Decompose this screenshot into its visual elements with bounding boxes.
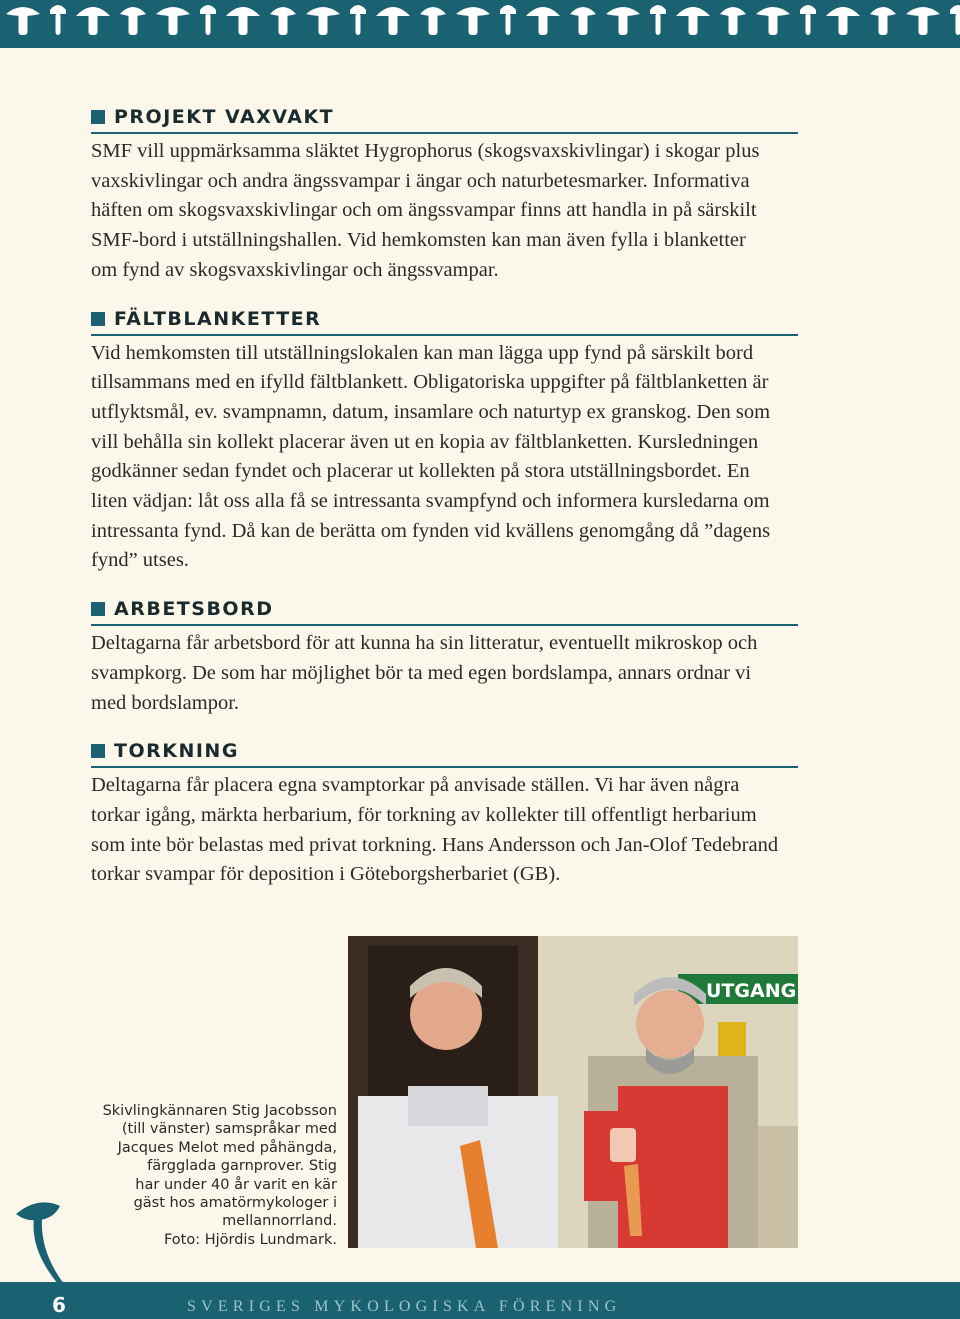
mushroom-silhouette-icon [906,7,940,35]
section-heading [91,106,798,134]
mushroom-silhouette-icon [376,7,410,35]
photo-illustration [348,936,798,1248]
paragraph-line: SMF-bord i utställningshallen. Vid hemkomsten kan man även fylla i blanketter [91,229,746,252]
section-paragraph [91,771,798,890]
caption-line: mellannorrland. [222,1213,337,1230]
mushroom-silhouette-icon [200,5,216,35]
mushroom-silhouette-icon [500,5,516,35]
paragraph-line: svampkorg. De som har möjlighet bör ta med egen bordslampa, annars ordnar vi [91,661,752,684]
paragraph-line: torkar svampar för deposition i Göteborgsherbariet (GB). [91,863,561,886]
paragraph-line: liten vädjan: låt oss alla få se intressanta svampfynd och informera kursledarna om [91,490,770,513]
mushroom-silhouette-icon [6,7,40,35]
section-arbetsbord [91,598,798,718]
mushroom-silhouette-icon [606,7,640,35]
section-projekt-vaxvakt [91,106,798,286]
mushroom-silhouette-icon [120,7,146,35]
photo-caption [92,1102,337,1249]
mushroom-silhouette-icon [50,5,66,35]
mushroom-silhouette-icon [950,5,960,35]
paragraph-line: med bordslampor. [91,691,240,714]
paragraph-line: Deltagarna får placera egna svamptorkar på anvisade ställen. Vi har även några [91,774,740,797]
paragraph-line: godkänner sedan fyndet och placerar ut kollekten på stora utställningsbordet. En [91,460,750,483]
caption-credit: Foto: Hjördis Lundmark. [163,1231,337,1248]
mushroom-silhouette-icon [570,7,596,35]
paragraph-line: tillsammans med en ifylld fältblankett. Obligatoriska uppgifter på fältblanketten är [91,371,769,394]
section-paragraph [91,137,798,286]
paragraph-line: om fynd av skogsvaxskivlingar och ängssvampar. [91,258,499,281]
mushroom-silhouette-icon [800,5,816,35]
footer-title: SVERIGES MYKOLOGISKA FÖRENING [187,1298,622,1315]
page-number: 6 [52,1293,66,1317]
article-body [91,106,798,912]
section-paragraph [91,339,798,577]
mushroom-silhouette-icon [870,7,896,35]
paragraph-line: häften om skogsvaxskivlingar och om ängssvampar finns att handla in på särskilt [91,199,757,222]
heading-bullet-icon [91,602,105,616]
mushroom-silhouette-icon [676,7,710,35]
heading-bullet-icon [91,110,105,124]
mushroom-silhouette-icon [826,7,860,35]
section-heading [91,598,798,626]
section-heading-label: ARBETSBORD [114,598,274,621]
heading-bullet-icon [91,312,105,326]
section-heading-label: PROJEKT VAXVAKT [114,106,335,128]
event-photo [348,936,798,1248]
section-paragraph [91,629,798,718]
caption-line: gäst hos amatörmykologer i [133,1195,337,1212]
mushroom-decoration-icon [14,1200,74,1289]
paragraph-line: vaxskivlingar och andra ängssvampar i ängar och naturbetesmarker. Informativa [91,169,750,192]
paragraph-line: Deltagarna får arbetsbord för att kunna ha sin litteratur, eventuellt mikroskop och [91,632,758,655]
section-torkning [91,740,798,890]
paragraph-line: vill behålla sin kollekt placerar även ut en kopia av fältblanketten. Kursledningen [91,430,759,453]
caption-line: har under 40 år varit en kär [135,1176,337,1193]
mushroom-silhouette-icon [156,7,190,35]
paragraph-line: SMF vill uppmärksamma släktet Hygrophorus (skogsvaxskivlingar) i skogar plus [91,140,760,162]
caption-line: (till vänster) samspråkar med [121,1121,337,1138]
mushroom-silhouette-icon [756,7,790,35]
section-heading [91,740,798,768]
mushroom-silhouette-icon [76,7,110,35]
mushroom-silhouette-icon [306,7,340,35]
section-heading-label: TORKNING [114,740,239,763]
mushroom-banner [0,0,960,48]
paragraph-line: som inte bör belastas med privat torkning. Hans Andersson och Jan-Olof Tedebrand [91,833,779,856]
mushroom-pattern-icon [0,0,960,48]
mushroom-silhouette-icon [420,7,446,35]
exit-sign-text: UTGANG [706,980,797,1002]
mushroom-silhouette-icon [650,5,666,35]
paragraph-line: Vid hemkomsten till utställningslokalen kan man lägga upp fynd på särskilt bord [91,341,754,364]
caption-line: färgglada garnprover. Stig [147,1158,337,1175]
section-heading-label: FÄLTBLANKETTER [114,307,322,330]
paragraph-line: intressanta fynd. Då kan de berätta om fynden vid kvällens genomgång då ”dagens [91,519,771,542]
paragraph-line: utflyktsmål, ev. svampnamn, datum, insamlare och naturtyp ex granskog. Den som [91,400,771,423]
mushroom-silhouette-icon [226,7,260,35]
paragraph-line: torkar igång, märkta herbarium, för torkning av kollekter till offentligt herbarium [91,803,757,826]
mushroom-silhouette-icon [526,7,560,35]
heading-bullet-icon [91,744,105,758]
section-heading [91,308,798,336]
paragraph-line: fynd” utses. [91,549,189,572]
mushroom-silhouette-icon [720,7,746,35]
mushroom-silhouette-icon [350,5,366,35]
caption-line: Skivlingkännaren Stig Jacobsson [102,1103,337,1119]
mushroom-silhouette-icon [456,7,490,35]
mushroom-silhouette-icon [270,7,296,35]
caption-line: Jacques Melot med påhängda, [117,1139,337,1156]
section-faltblanketter [91,308,798,577]
